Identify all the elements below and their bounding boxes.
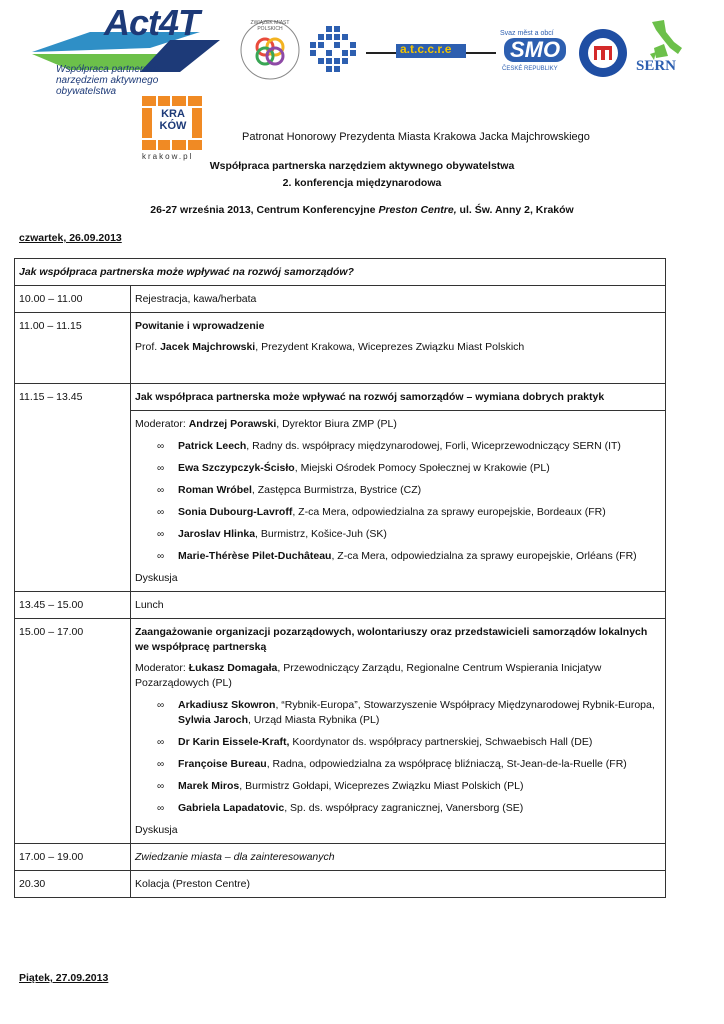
round-seal-icon	[578, 28, 628, 78]
infinity-bullet-icon: ∞	[157, 551, 165, 562]
sern-text: SERN	[636, 58, 677, 74]
speaker-role: , Burmistrz, Košice-Juh (SK)	[255, 528, 387, 540]
speaker-name: Ewa Szczypczyk-Ścisło	[178, 462, 295, 474]
table-row	[15, 286, 666, 313]
time-cell: 17.00 – 19.00	[15, 844, 131, 871]
act4t-title: Act4T	[104, 2, 200, 43]
speaker-role: , Miejski Ośrodek Pomocy Społecznej w Krakowie (PL)	[294, 462, 550, 474]
act4t-subtitle-line: narzędziem aktywnego	[56, 75, 159, 86]
speaker-name: Roman Wróbel	[178, 484, 252, 496]
infinity-bullet-icon: ∞	[157, 781, 165, 792]
program-table	[14, 258, 666, 898]
time-cell: 11.00 – 11.15	[15, 313, 131, 384]
infinity-bullet-icon: ∞	[157, 441, 165, 452]
speaker-role: , Z-ca Mera, odpowiedzialna za sprawy europejskie, Orléans (FR)	[331, 550, 637, 562]
session-title: Jak współpraca partnerska może wpływać na rozwój samorządów – wymiana dobrych praktyk	[131, 384, 666, 411]
speaker-role: , Prezydent Krakowa, Wiceprezes Związku Miast Polskich	[255, 341, 525, 353]
speaker-role: , Sp. ds. współpracy zagranicznej, Vanersborg (SE)	[284, 802, 524, 814]
list-item	[135, 801, 661, 816]
blue-squares-icon	[306, 24, 358, 76]
speaker-name: Dr Karin Eissele-Kraft,	[178, 736, 290, 748]
patronage-text: Patronat Honorowy Prezydenta Miasta Krakowa Jacka Majchrowskiego	[242, 131, 590, 143]
session-title: Zaangażowanie organizacji pozarządowych, wolontariuszy oraz przedstawicieli samorządów lokalnych we współpracę partnerską	[135, 626, 648, 653]
moderator-label: Moderator:	[135, 418, 189, 430]
list-item	[135, 461, 661, 476]
speaker-role: , Radna, odpowiedzialna za współpracę bliźniaczą, St-Jean-de-la-Ruelle (FR)	[266, 758, 627, 770]
list-item	[135, 439, 661, 454]
time-cell: 10.00 – 11.00	[15, 286, 131, 313]
list-item	[135, 527, 661, 542]
atccre-logo	[366, 40, 496, 64]
day1-heading: czwartek, 26.09.2013	[19, 232, 122, 244]
venue-name: Preston Centre,	[378, 204, 457, 216]
moderator-line	[135, 417, 661, 432]
speaker-name: Patrick Leech	[178, 440, 247, 452]
infinity-bullet-icon: ∞	[157, 737, 165, 748]
activity-cell: Rejestracja, kawa/herbata	[131, 286, 666, 313]
act4t-subtitle	[56, 64, 159, 97]
activity-cell: Lunch	[131, 592, 666, 619]
smo-bottom-text: ČESKÉ REPUBLIKY	[502, 66, 558, 72]
list-item	[135, 757, 661, 772]
conference-subtitle: 2. konferencja międzynarodowa	[282, 177, 442, 189]
sern-logo	[634, 18, 694, 78]
conference-dates-venue	[0, 204, 724, 216]
infinity-bullet-icon: ∞	[157, 485, 165, 496]
zmp-text: ZWIĄZEK MIAST POLSKICH	[250, 20, 290, 32]
zmp-logo	[240, 20, 300, 80]
speaker-name: Arkadiusz Skowron	[178, 699, 276, 711]
speaker-list	[135, 698, 661, 816]
speaker-role: , Radny ds. współpracy międzynarodowej, Forli, Wiceprzewodniczący SERN (IT)	[246, 440, 621, 452]
speaker-name: Jaroslav Hlinka	[178, 528, 256, 540]
activity-cell	[131, 411, 666, 592]
infinity-bullet-icon: ∞	[157, 507, 165, 518]
krakow-logo	[140, 94, 206, 162]
cemr-logo	[306, 24, 358, 76]
krakow-wordmark: KRA KÓW	[159, 108, 187, 132]
speaker-name: Gabriela Lapadatovic	[178, 802, 285, 814]
infinity-bullet-icon: ∞	[157, 463, 165, 474]
speaker-name: Françoise Bureau	[178, 758, 267, 770]
list-item	[135, 505, 661, 520]
krakow-url: krakow.pl	[142, 152, 194, 161]
moderator-name: Andrzej Porawski	[188, 418, 277, 430]
italy-map-icon	[634, 18, 694, 62]
table-row	[15, 871, 666, 898]
table-row	[15, 313, 666, 384]
time-cell: 11.15 – 13.45	[15, 384, 131, 592]
table-row	[15, 259, 666, 286]
discussion-label: Dyskusja	[135, 572, 178, 584]
speaker-list	[135, 439, 661, 564]
list-item	[135, 483, 661, 498]
theme-cell: Jak współpraca partnerska może wpływać na rozwój samorządów?	[15, 259, 666, 286]
table-row	[15, 592, 666, 619]
activity-cell	[131, 619, 666, 844]
smo-logo	[500, 30, 572, 78]
smo-text: SMO	[504, 38, 566, 62]
time-cell: 13.45 – 15.00	[15, 592, 131, 619]
list-item	[135, 779, 661, 794]
address-text: ul. Św. Anny 2, Kraków	[456, 204, 574, 216]
moderator-role: , Przewodniczący Zarządu, Regionalne Centrum Wspierania Inicjatyw Pozarządowych (PL)	[135, 662, 602, 689]
act4t-logo	[30, 2, 230, 98]
act4t-subtitle-line: obywatelstwa	[56, 86, 117, 97]
table-row	[15, 384, 666, 411]
dates-text: 26-27 września 2013, Centrum Konferencyjne	[150, 204, 379, 216]
smo-top-text: Svaz měst a obcí	[500, 30, 554, 37]
moderator-name: Łukasz Domagała	[188, 662, 278, 674]
time-cell: 15.00 – 17.00	[15, 619, 131, 844]
discussion-label: Dyskusja	[135, 824, 178, 836]
speaker-role: , Z-ca Mera, odpowiedzialna za sprawy europejskie, Bordeaux (FR)	[292, 506, 606, 518]
speaker-role: , Burmistrz Gołdapi, Wiceprezes Związku Miast Polskich (PL)	[239, 780, 524, 792]
moderator-label: Moderator:	[135, 662, 189, 674]
speaker-role: , Urząd Miasta Rybnika (PL)	[248, 714, 380, 726]
infinity-bullet-icon: ∞	[157, 803, 165, 814]
speaker-role: , Zastępca Burmistrza, Bystrice (CZ)	[251, 484, 422, 496]
session-title: Powitanie i wprowadzenie	[135, 320, 265, 332]
list-item	[135, 698, 661, 728]
list-item	[135, 735, 661, 750]
speaker-name: Jacek Majchrowski	[160, 341, 256, 353]
list-item	[135, 549, 661, 564]
speaker-prefix: Prof.	[135, 341, 161, 353]
moderator-line	[135, 661, 661, 691]
infinity-bullet-icon: ∞	[157, 700, 165, 711]
table-row	[15, 619, 666, 844]
slovak-towns-logo	[578, 28, 628, 78]
speaker-name: Sonia Dubourg-Lavroff	[178, 506, 293, 518]
speaker-name: Sylwia Jaroch	[178, 714, 249, 726]
speaker-name: Marie-Thérèse Pilet-Duchâteau	[178, 550, 332, 562]
speaker-role: , “Rybnik-Europa”, Stowarzyszenie Współpracy Międzynarodowej Rybnik-Europa,	[275, 699, 655, 711]
time-cell: 20.30	[15, 871, 131, 898]
table-row	[15, 844, 666, 871]
speaker-name: Marek Miros	[178, 780, 240, 792]
activity-cell	[131, 313, 666, 384]
infinity-bullet-icon: ∞	[157, 759, 165, 770]
atccre-text: a.t.c.c.r.e	[400, 42, 452, 56]
day2-heading: Piątek, 27.09.2013	[19, 972, 109, 984]
speaker-role: Koordynator ds. współpracy partnerskiej, Schwaebisch Hall (DE)	[289, 736, 593, 748]
act4t-subtitle-line: Współpraca partnerska	[56, 64, 159, 75]
moderator-role: , Dyrektor Biura ZMP (PL)	[276, 418, 397, 430]
speaker-line	[135, 340, 661, 355]
activity-cell: Kolacja (Preston Centre)	[131, 871, 666, 898]
activity-cell: Zwiedzanie miasta – dla zainteresowanych	[131, 844, 666, 871]
conference-title: Współpraca partnerska narzędziem aktywnego obywatelstwa	[209, 160, 515, 172]
infinity-bullet-icon: ∞	[157, 529, 165, 540]
